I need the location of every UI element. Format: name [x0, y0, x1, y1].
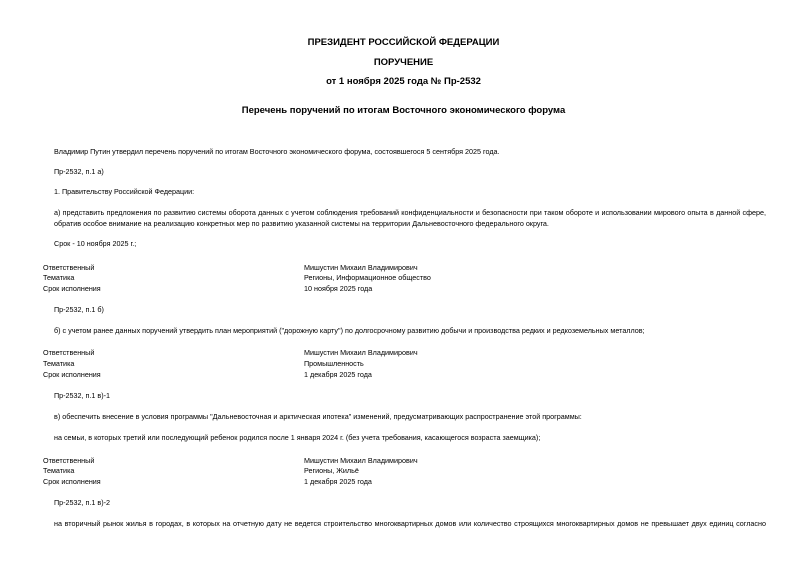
president-header: ПРЕЗИДЕНТ РОССИЙСКОЙ ФЕДЕРАЦИИ	[307, 37, 500, 48]
responsible-label: Ответственный	[43, 263, 95, 272]
topic-value: Промышленность	[304, 359, 364, 368]
responsible-value: Мишустин Михаил Владимирович	[304, 456, 418, 465]
responsible-label: Ответственный	[43, 348, 95, 357]
due-label: Срок исполнения	[43, 370, 101, 379]
due-value: 1 декабря 2025 года	[304, 370, 372, 379]
item-text-line: на вторичный рынок жилья в городах, в которых на отчетную дату не ведется строительство многоквартирных домов или количество строящихся многоквартирных домов не превышает двух единиц согласно	[54, 519, 766, 528]
item-code: Пр-2532, п.1 б)	[54, 305, 104, 314]
topic-value: Регионы, Информационное общество	[304, 273, 431, 282]
document-type: ПОРУЧЕНИЕ	[373, 57, 434, 68]
responsible-label: Ответственный	[43, 456, 95, 465]
due-label: Срок исполнения	[43, 477, 101, 486]
intro-paragraph: Владимир Путин утвердил перечень поручений по итогам Восточного экономического форума, состоявшегося 5 сентября 2025 года.	[54, 147, 500, 156]
responsible-value: Мишустин Михаил Владимирович	[304, 263, 418, 272]
due-value: 1 декабря 2025 года	[304, 477, 372, 486]
document-title: Перечень поручений по итогам Восточного экономического форума	[241, 105, 566, 116]
item-text: б) с учетом ранее данных поручений утвердить план мероприятий ("дорожную карту") по долгосрочному развитию добычи и производства редких и редкоземельных металлов;	[54, 326, 645, 335]
document-date: от 1 ноября 2025 года № Пр-2532	[326, 76, 481, 87]
topic-label: Тематика	[43, 359, 75, 368]
topic-label: Тематика	[43, 466, 75, 475]
topic-label: Тематика	[43, 273, 75, 282]
item-deadline: Срок - 10 ноября 2025 г.;	[54, 239, 137, 248]
topic-value: Регионы, Жильё	[304, 466, 359, 475]
item-text-line: а) представить предложения по развитию системы оборота данных с учетом соблюдения требований конфиденциальности и безопасности при таком обороте и использовании мирового опыта в данной сфере,	[54, 208, 766, 217]
item-code: Пр-2532, п.1 а)	[54, 167, 104, 176]
due-value: 10 ноября 2025 года	[304, 284, 373, 293]
item-code: Пр-2532, п.1 в)-1	[54, 391, 111, 400]
item-subtext: на семьи, в которых третий или последующий ребенок родился после 1 января 2024 г. (без учета требования, касающегося возраста заемщика);	[54, 433, 541, 442]
due-label: Срок исполнения	[43, 284, 101, 293]
item-text: в) обеспечить внесение в условия программы "Дальневосточная и арктическая ипотека" изменений, предусматривающих распространение этой программы:	[54, 412, 582, 421]
item-code: Пр-2532, п.1 в)-2	[54, 498, 111, 507]
item-text-line: обратив особое внимание на реализацию конкретных мер по развитию указанной системы на территории Дальневосточного федерального округа.	[54, 219, 549, 228]
item-heading: 1. Правительству Российской Федерации:	[54, 187, 195, 196]
responsible-value: Мишустин Михаил Владимирович	[304, 348, 418, 357]
